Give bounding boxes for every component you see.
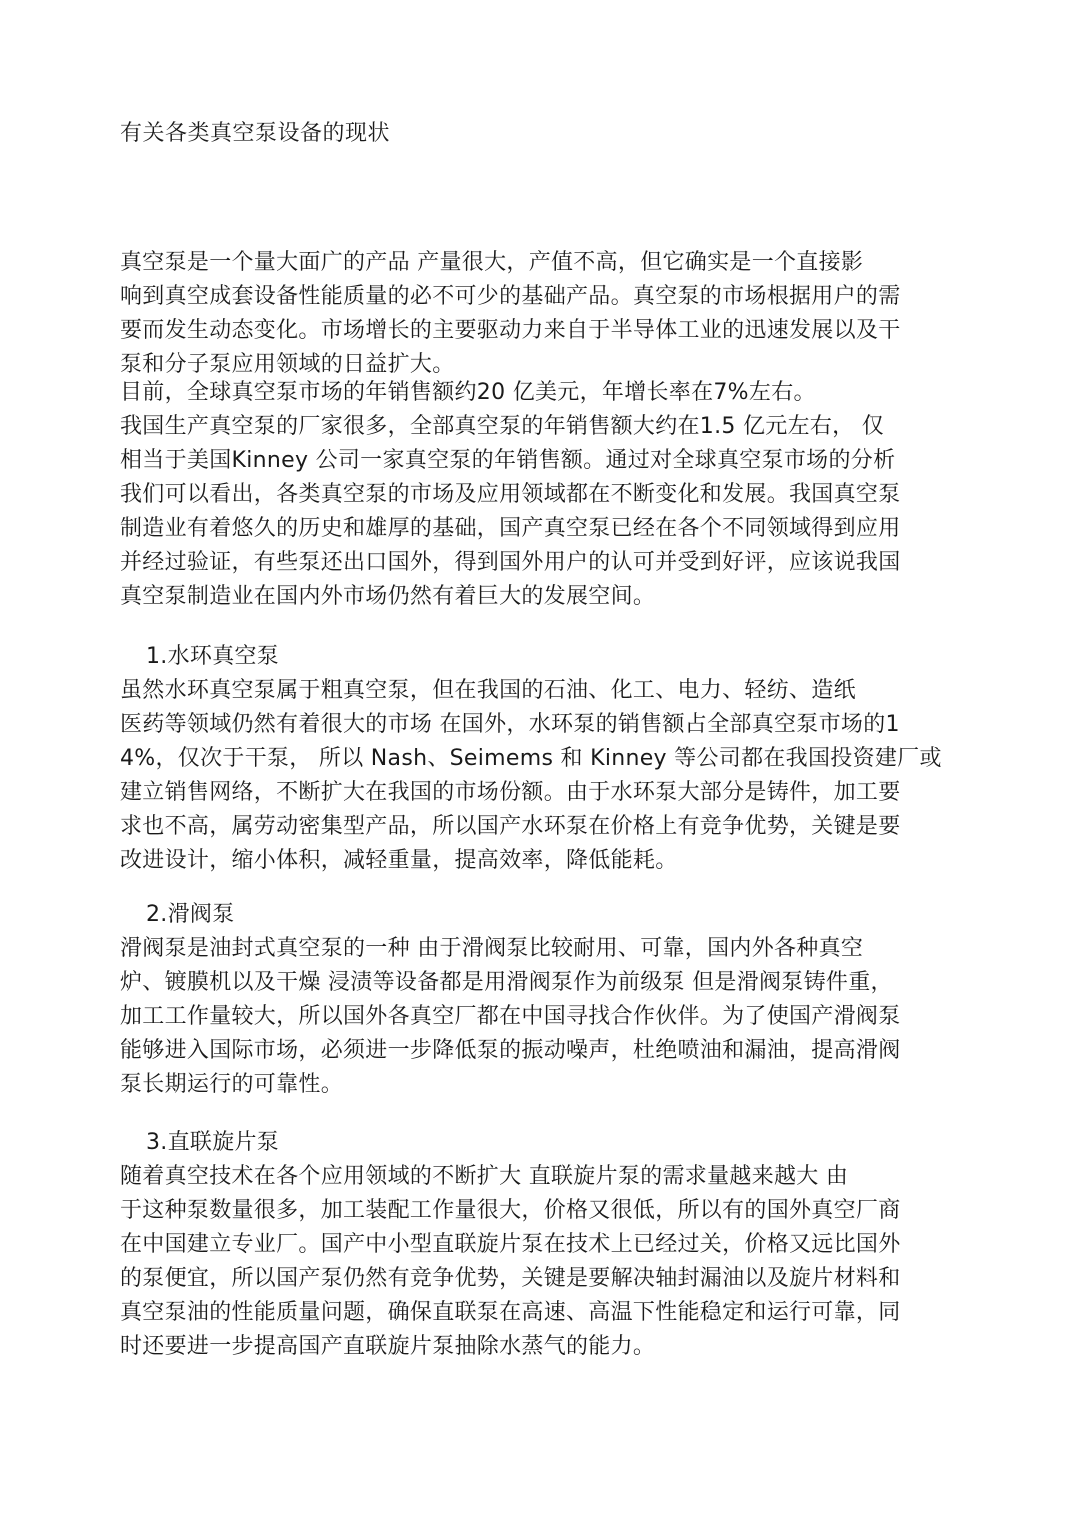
paragraph-line: 于这种泵数量很多，加工装配工作量很大，价格又很低，所以有的国外真空厂商 <box>120 1198 901 1223</box>
paragraph-line: 能够进入国际市场，必须进一步降低泵的振动噪声，杜绝喷油和漏油，提高滑阀 <box>120 1038 901 1063</box>
paragraph-line: 在中国建立专业厂。国产中小型直联旋片泵在技术上已经过关，价格又远比国外 <box>120 1232 901 1257</box>
paragraph-line: 泵长期运行的可靠性。 <box>120 1072 344 1097</box>
section-heading: 1.水环真空泵 <box>146 644 280 669</box>
paragraph-line: 响到真空成套设备性能质量的必不可少的基础产品。真空泵的市场根据用户的需 <box>120 284 901 309</box>
paragraph-line: 随着真空技术在各个应用领域的不断扩大 直联旋片泵的需求量越来越大 由 <box>120 1164 849 1189</box>
paragraph-line: 真空泵是一个量大面广的产品 产量很大，产值不高，但它确实是一个直接影 <box>120 250 864 275</box>
paragraph-line: 加工工作量较大，所以国外各真空厂都在中国寻找合作伙伴。为了使国产滑阀泵 <box>120 1004 901 1029</box>
document-title: 有关各类真空泵设备的现状 <box>120 121 391 146</box>
paragraph-line: 我们可以看出，各类真空泵的市场及应用领域都在不断变化和发展。我国真空泵 <box>120 482 901 507</box>
paragraph-line: 真空泵油的性能质量问题，确保直联泵在高速、高温下性能稳定和运行可靠，同 <box>120 1300 901 1325</box>
section-slide-valve-pump <box>120 898 1000 1102</box>
paragraph-line: 泵和分子泵应用领域的日益扩大。 <box>120 352 455 377</box>
paragraph-line: 虽然水环真空泵属于粗真空泵，但在我国的石油、化工、电力、轻纺、造纸 <box>120 678 856 703</box>
paragraph-line: 真空泵制造业在国内外市场仍然有着巨大的发展空间。 <box>120 584 656 609</box>
intro-paragraph <box>120 246 1000 382</box>
section-heading: 3.直联旋片泵 <box>146 1130 280 1155</box>
section-water-ring-pump <box>120 640 1000 878</box>
paragraph-line: 求也不高，属劳动密集型产品，所以国产水环泵在价格上有竞争优势，关键是要 <box>120 814 901 839</box>
paragraph-line: 改进设计，缩小体积，减轻重量，提高效率，降低能耗。 <box>120 848 678 873</box>
section-direct-rotary-vane-pump <box>120 1126 1000 1364</box>
paragraph-line: 炉、镀膜机以及干燥 浸渍等设备都是用滑阀泵作为前级泵 但是滑阀泵铸件重， <box>120 970 893 995</box>
section-heading: 2.滑阀泵 <box>146 902 235 927</box>
paragraph-line: 4%，仅次于干泵， 所以 Nash、Seimems 和 Kinney 等公司都在我国投资建厂或 <box>120 746 942 771</box>
domestic-market-paragraph <box>120 410 1000 614</box>
paragraph-line: 目前，全球真空泵市场的年销售额约20 亿美元，年增长率在7%左右。 <box>120 380 816 405</box>
paragraph-line: 制造业有着悠久的历史和雄厚的基础，国产真空泵已经在各个不同领域得到应用 <box>120 516 901 541</box>
paragraph-line: 我国生产真空泵的厂家很多，全部真空泵的年销售额大约在1.5 亿元左右， 仅 <box>120 414 885 439</box>
paragraph-line: 相当于美国Kinney 公司一家真空泵的年销售额。通过对全球真空泵市场的分析 <box>120 448 896 473</box>
paragraph-line: 时还要进一步提高国产直联旋片泵抽除水蒸气的能力。 <box>120 1334 656 1359</box>
market-size-paragraph <box>120 376 1000 410</box>
paragraph-line: 滑阀泵是油封式真空泵的一种 由于滑阀泵比较耐用、可靠，国内外各种真空 <box>120 936 864 961</box>
paragraph-line: 要而发生动态变化。市场增长的主要驱动力来自于半导体工业的迅速发展以及干 <box>120 318 901 343</box>
paragraph-line: 并经过验证，有些泵还出口国外，得到国外用户的认可并受到好评，应该说我国 <box>120 550 901 575</box>
paragraph-line: 的泵便宜，所以国产泵仍然有竞争优势，关键是要解决轴封漏油以及旋片材料和 <box>120 1266 901 1291</box>
paragraph-line: 建立销售网络，不断扩大在我国的市场份额。由于水环泵大部分是铸件，加工要 <box>120 780 901 805</box>
paragraph-line: 医药等领域仍然有着很大的市场 在国外，水环泵的销售额占全部真空泵市场的1 <box>120 712 900 737</box>
